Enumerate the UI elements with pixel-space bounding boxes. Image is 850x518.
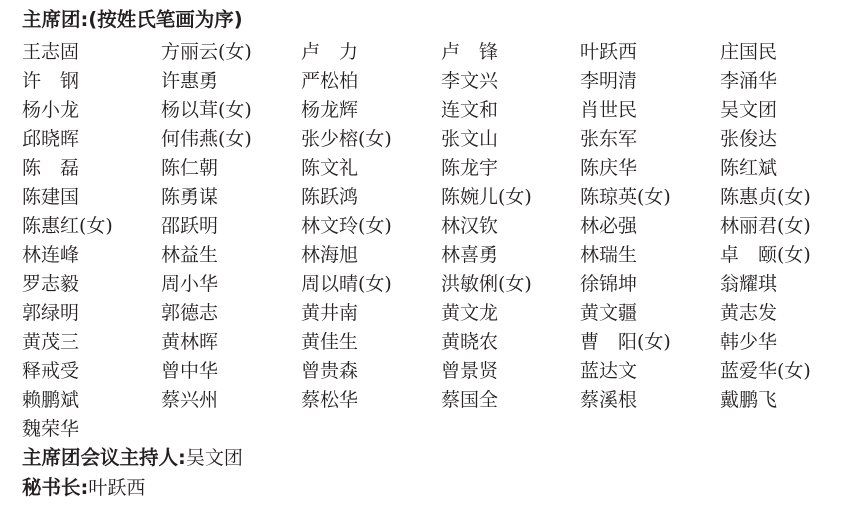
member-name: 陈惠贞(女) [720,186,811,208]
member-name: 韩少华 [720,331,778,353]
member-name: 洪敏俐(女) [441,273,532,295]
member-name: 蔡国全 [441,389,499,411]
member-name: 杨小龙 [22,99,80,121]
presidium-heading: 主席团:(按姓氏笔画为序) [22,8,243,31]
secretary-general-label: 秘书长: [22,476,89,499]
member-name: 陈建国 [22,186,80,208]
member-name: 罗志毅 [22,273,80,295]
member-name: 杨龙辉 [301,99,359,121]
member-name: 庄国民 [720,41,778,63]
member-name: 黄茂三 [22,331,80,353]
member-name: 黄佳生 [301,331,359,353]
member-name: 陈琼英(女) [580,186,671,208]
member-name: 张文山 [441,128,499,150]
member-name: 周小华 [161,273,219,295]
member-name: 曾中华 [161,360,219,382]
member-name: 陈文礼 [301,157,359,179]
member-name: 叶跃西 [580,41,638,63]
member-name: 徐锦坤 [580,273,638,295]
member-name: 陈跃鸿 [301,186,359,208]
member-name: 严松柏 [301,70,359,92]
member-name: 李文兴 [441,70,499,92]
member-name: 翁耀琪 [720,273,778,295]
member-name: 蓝达文 [580,360,638,382]
member-name: 陈 磊 [22,157,80,179]
meeting-host-line [22,444,243,472]
member-name: 黄志发 [720,302,778,324]
member-name: 黄文疆 [580,302,638,324]
member-name: 黄林晖 [161,331,219,353]
member-name: 张东军 [580,128,638,150]
member-name: 陈龙宇 [441,157,499,179]
member-name: 林海旭 [301,244,359,266]
member-name: 陈婉儿(女) [441,186,532,208]
member-grid [22,38,850,444]
member-name: 陈勇谋 [161,186,219,208]
member-name: 郭德志 [161,302,219,324]
meeting-host-name: 吴文团 [185,447,243,469]
member-name: 王志固 [22,41,80,63]
member-name: 陈红斌 [720,157,778,179]
member-name: 卢 力 [301,41,359,63]
member-name: 魏荣华 [22,418,80,440]
member-name: 蔡溪根 [580,389,638,411]
member-name: 许 钢 [22,70,80,92]
meeting-host-label: 主席团会议主持人: [22,446,186,469]
member-name: 邵跃明 [161,215,219,237]
member-name: 黄文龙 [441,302,499,324]
member-name: 肖世民 [580,99,638,121]
secretary-general-line [22,474,145,502]
member-name: 郭绿明 [22,302,80,324]
member-name: 林益生 [161,244,219,266]
member-name: 杨以茸(女) [161,99,252,121]
member-name: 黄晓农 [441,331,499,353]
member-name: 连文和 [441,99,499,121]
member-name: 陈庆华 [580,157,638,179]
member-name: 陈仁朝 [161,157,219,179]
member-name: 林丽君(女) [720,215,811,237]
member-name: 卢 锋 [441,41,499,63]
member-name: 张少榕(女) [301,128,392,150]
member-name: 林文玲(女) [301,215,392,237]
member-name: 周以晴(女) [301,273,392,295]
member-name: 林喜勇 [441,244,499,266]
member-name: 黄井南 [301,302,359,324]
member-name: 李明清 [580,70,638,92]
member-name: 卓 颐(女) [720,244,811,266]
member-name: 戴鹏飞 [720,389,778,411]
secretary-general-name: 叶跃西 [88,477,146,499]
member-name: 李涌华 [720,70,778,92]
member-name: 蓝爱华(女) [720,360,811,382]
member-name: 曾景贤 [441,360,499,382]
member-name: 曾贵森 [301,360,359,382]
member-name: 林连峰 [22,244,80,266]
member-name: 林瑞生 [580,244,638,266]
member-name: 林汉钦 [441,215,499,237]
member-name: 释戒受 [22,360,80,382]
member-name: 何伟燕(女) [161,128,252,150]
member-name: 曹 阳(女) [580,331,671,353]
member-name: 蔡松华 [301,389,359,411]
member-name: 张俊达 [720,128,778,150]
member-name: 方丽云(女) [161,41,252,63]
member-name: 吴文团 [720,99,778,121]
member-name: 陈惠红(女) [22,215,113,237]
member-name: 赖鹏斌 [22,389,80,411]
member-name: 许惠勇 [161,70,219,92]
member-name: 蔡兴州 [161,389,219,411]
member-name: 邱晓晖 [22,128,80,150]
member-name: 林必强 [580,215,638,237]
